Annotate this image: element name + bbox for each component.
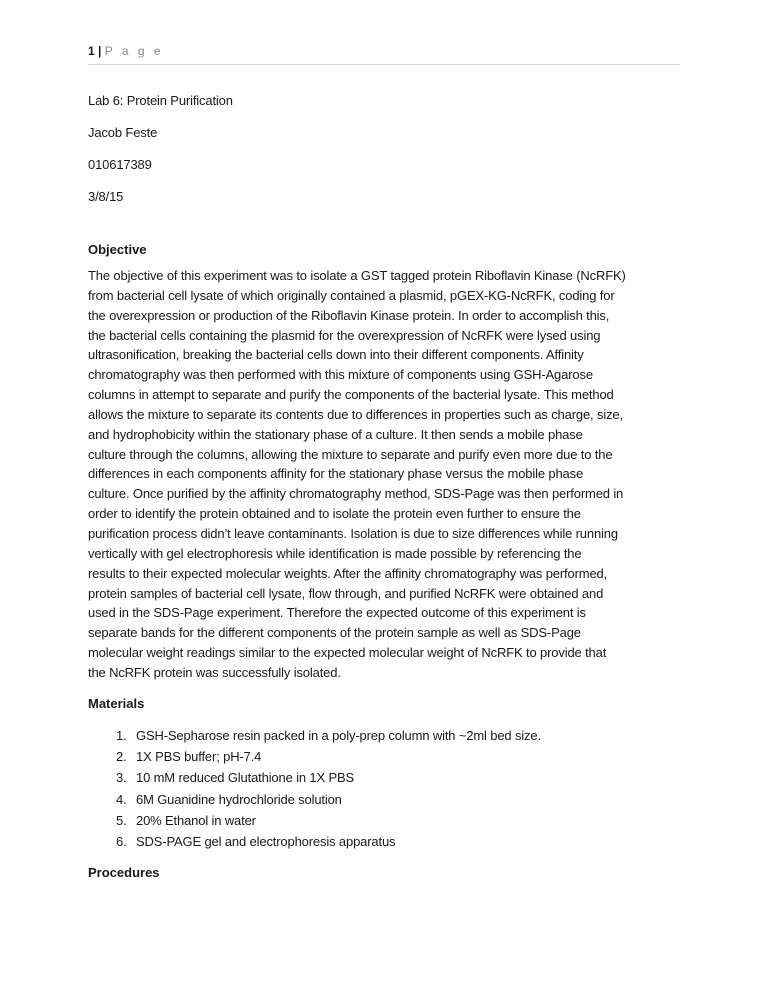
paragraph-line: ultrasonification, breaking the bacterial cells down into their different components. Affinity [88,347,584,363]
list-item: 4. 6M Guanidine hydrochloride solution [116,791,342,807]
paragraph-line: the overexpression or production of the Riboflavin Kinase protein. In order to accomplish this, [88,307,610,323]
paragraph-line: protein samples of bacterial cell lysate, flow through, and purified NcRFK were obtained and [88,585,604,601]
paragraph-line: order to identify the protein obtained and to isolate the protein even further to ensure the [88,506,581,522]
list-item: 5. 20% Ethanol in water [116,812,256,828]
paragraph-line: the NcRFK protein was successfully isolated. [88,664,341,680]
list-item: 6. SDS-PAGE gel and electrophoresis apparatus [116,833,396,849]
paragraph-line: molecular weight readings similar to the expected molecular weight of NcRFK to provide that [88,645,607,661]
paragraph-line: from bacterial cell lysate of which originally contained a plasmid, pGEX-KG-NcRFK, coding for [88,287,615,303]
paragraph-line: chromatography was then performed with this mixture of components using GSH-Agarose [88,367,593,383]
list-item: 3. 10 mM reduced Glutathione in 1X PBS [116,770,355,786]
paragraph-line: culture. Once purified by the affinity chromatography method, SDS-Page was then performed in [88,486,624,502]
list-item: 1. GSH-Sepharose resin packed in a poly-prep column with ~2ml bed size. [116,728,541,743]
page-number: 1 [88,44,95,58]
paragraph-line: used in the SDS-Page experiment. Therefore the expected outcome of this experiment is [88,605,586,621]
paragraph-line: purification process didn’t leave contaminants. Isolation is due to size differences while running [88,525,618,541]
document-date: 3/8/15 [88,189,124,204]
author-name: Jacob Feste [88,125,158,140]
student-id: 010617389 [88,157,152,172]
paragraph-line: results to their expected molecular weights. After the affinity chromatography was performed, [88,565,608,581]
paragraph-line: the bacterial cells containing the plasmid for the overexpression of NcRFK were lysed using [88,327,601,343]
paragraph-line: The objective of this experiment was to isolate a GST tagged protein Riboflavin Kinase (NcRFK) [88,268,626,283]
header-separator: | [98,44,102,58]
page-header [88,44,164,58]
objective-heading: Objective [88,242,147,257]
materials-heading: Materials [88,696,145,711]
document-title: Lab 6: Protein Purification [88,93,233,108]
paragraph-line: allows the mixture to separate its contents due to differences in properties such as charge, size, [88,406,623,422]
page-label: P a g e [104,44,164,58]
procedures-heading: Procedures [88,865,160,880]
paragraph-line: columns in attempt to separate and purify the components of the bacterial lysate. This method [88,387,614,403]
list-item: 2. 1X PBS buffer; pH-7.4 [116,749,262,765]
paragraph-line: differences in each components affinity for the stationary phase versus the mobile phase [88,466,584,482]
header-rule [88,64,680,65]
paragraph-line: and hydrophobicity within the stationary phase of a culture. It then sends a mobile phase [88,426,583,442]
objective-paragraph [88,268,626,685]
paragraph-line: vertically with gel electrophoresis while identification is made possible by referencing the [88,545,582,561]
paragraph-line: separate bands for the different components of the protein sample as well as SDS-Page [88,625,581,641]
materials-list [116,728,541,855]
paragraph-line: culture through the columns, allowing the mixture to separate and purify even more due to the [88,446,613,462]
